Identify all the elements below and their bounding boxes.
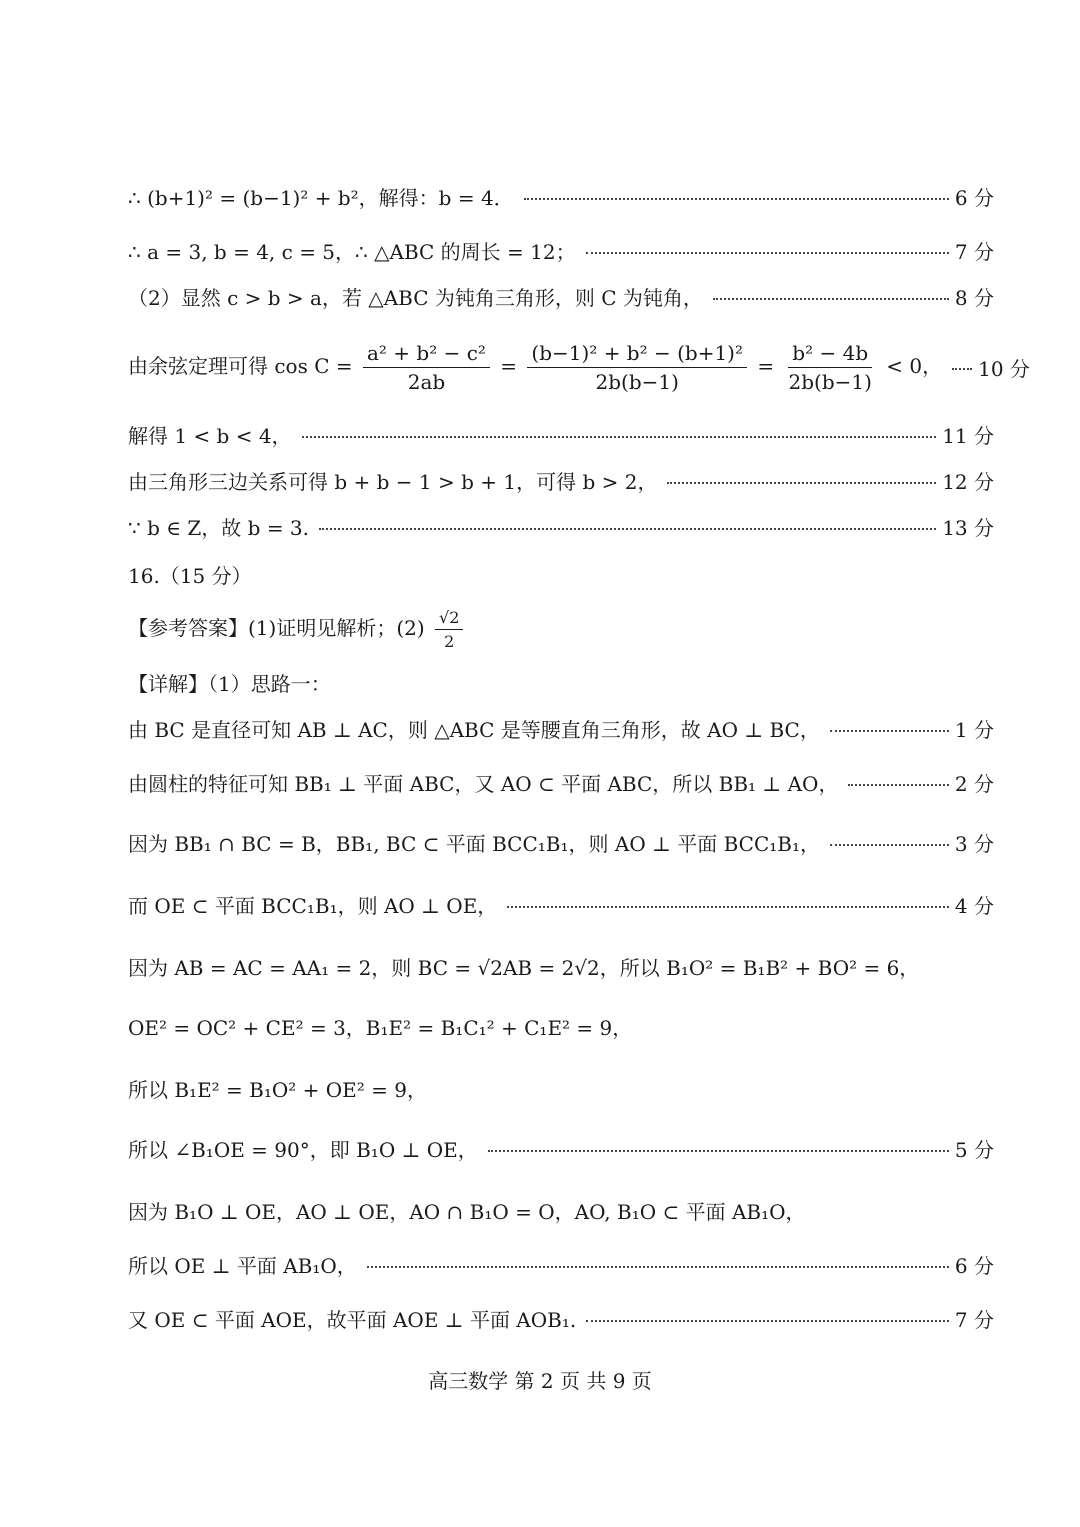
proof-line-6 [128,1012,994,1041]
dotted-leader [952,368,972,370]
proof-line-4 [128,890,994,919]
proof-line-9 [128,1196,994,1225]
score-mark: 13 分 [942,516,994,540]
reference-answer-text [128,608,467,651]
dotted-leader [367,1266,949,1268]
fraction-3 [785,341,876,394]
solution-line-obtuse-angle [128,282,994,311]
answer-fraction-denominator: 2 [444,631,455,651]
cosine-formula [128,341,942,394]
score-mark: 6 分 [954,1254,994,1278]
score-mark: 5 分 [954,1138,994,1162]
dotted-leader [507,906,949,908]
score-mark: 6 分 [954,186,994,210]
dotted-leader [302,436,937,438]
formula-prefix: 由余弦定理可得 cos C = [128,353,353,378]
page-footer: 高三数学 第 2 页 共 9 页 [428,1369,652,1393]
line-text: 而 OE ⊂ 平面 BCC₁B₁，则 AO ⊥ OE， [128,894,498,918]
dotted-leader [586,252,949,254]
proof-line-3 [128,828,994,857]
answer-fraction [435,608,463,651]
score-mark: 4 分 [954,894,994,918]
answer-fraction-numerator: √2 [435,608,463,630]
dotted-leader [830,844,949,846]
fraction-1 [363,341,490,394]
line-text: 因为 BB₁ ∩ BC = B，BB₁, BC ⊂ 平面 BCC₁B₁，则 AO ⊥ 平面 BCC₁B₁， [128,832,821,856]
dotted-leader [524,198,949,200]
solution-line-cosine-law [128,336,1030,398]
equals-sign: = [757,353,775,378]
proof-line-5 [128,952,994,981]
line-text: ∵ b ∈ Z，故 b = 3. [128,516,310,540]
answer-prefix: 【参考答案】(1)证明见解析；(2) [128,615,425,640]
proof-line-11 [128,1304,994,1333]
solution-line-b-equals-3 [128,512,994,541]
score-mark: 12 分 [942,470,994,494]
solution-line-triangle-inequality [128,466,994,495]
score-mark: 7 分 [954,240,994,264]
formula-suffix: < 0， [886,353,943,378]
dotted-leader [488,1150,949,1152]
line-text: 【详解】（1）思路一： [128,672,331,696]
solution-line-range [128,420,994,449]
fraction-3-numerator: b² − 4b [788,341,872,368]
score-mark: 2 分 [954,772,994,796]
line-text: 16.（15 分） [128,564,252,588]
proof-line-10 [128,1250,994,1279]
proof-line-7 [128,1074,994,1103]
solution-line-perimeter [128,236,994,265]
fraction-2-denominator: 2b(b−1) [595,369,679,394]
dotted-leader [667,482,936,484]
question-heading [128,560,994,589]
line-text: （2）显然 c > b > a，若 △ABC 为钝角三角形，则 C 为钝角， [128,286,703,310]
equals-sign: = [500,353,518,378]
line-text: 由三角形三边关系可得 b + b − 1 > b + 1，可得 b > 2， [128,470,658,494]
line-text: 由圆柱的特征可知 BB₁ ⊥ 平面 ABC，又 AO ⊂ 平面 ABC，所以 BB₁ ⊥ AO， [128,772,839,796]
dotted-leader [586,1320,949,1322]
line-text: ∴ (b+1)² = (b−1)² + b²，解得：b = 4． [128,186,514,210]
line-text: 由 BC 是直径可知 AB ⊥ AC，则 △ABC 是等腰直角三角形，故 AO ⊥ BC， [128,718,820,742]
dotted-leader [713,298,949,300]
line-text: OE² = OC² + CE² = 3，B₁E² = B₁C₁² + C₁E² = 9， [128,1016,633,1040]
fraction-2 [527,341,747,394]
fraction-2-numerator: (b−1)² + b² − (b+1)² [527,341,747,368]
detailed-solution-heading [128,668,994,697]
line-text: 所以 OE ⊥ 平面 AB₁O， [128,1254,357,1278]
fraction-1-numerator: a² + b² − c² [363,341,490,368]
line-text: 解得 1 < b < 4， [128,424,292,448]
line-text: 所以 B₁E² = B₁O² + OE² = 9， [128,1078,427,1102]
score-mark: 3 分 [954,832,994,856]
line-text: 因为 AB = AC = AA₁ = 2，则 BC = √2AB = 2√2，所以 B₁O² = B₁B² + BO² = 6， [128,956,920,980]
line-text: 因为 B₁O ⊥ OE，AO ⊥ OE，AO ∩ B₁O = O，AO, B₁O ⊂ 平面 AB₁O， [128,1200,806,1224]
dotted-leader [848,784,948,786]
fraction-1-denominator: 2ab [407,369,446,394]
dotted-leader [830,730,949,732]
score-mark: 10 分 [978,356,1030,381]
dotted-leader [319,528,936,530]
score-mark: 8 分 [954,286,994,310]
score-mark: 11 分 [942,424,994,448]
proof-line-2 [128,768,994,797]
line-text: 又 OE ⊂ 平面 AOE，故平面 AOE ⊥ 平面 AOB₁. [128,1308,577,1332]
line-text: ∴ a = 3, b = 4, c = 5，∴ △ABC 的周长 = 12； [128,240,576,264]
fraction-3-denominator: 2b(b−1) [788,369,872,394]
reference-answer [128,604,994,654]
proof-line-8 [128,1134,994,1163]
line-text: 所以 ∠B₁OE = 90°，即 B₁O ⊥ OE， [128,1138,478,1162]
proof-line-1 [128,714,994,743]
score-mark: 1 分 [954,718,994,742]
solution-line-b-equals-4 [128,182,994,211]
score-mark: 7 分 [954,1308,994,1332]
